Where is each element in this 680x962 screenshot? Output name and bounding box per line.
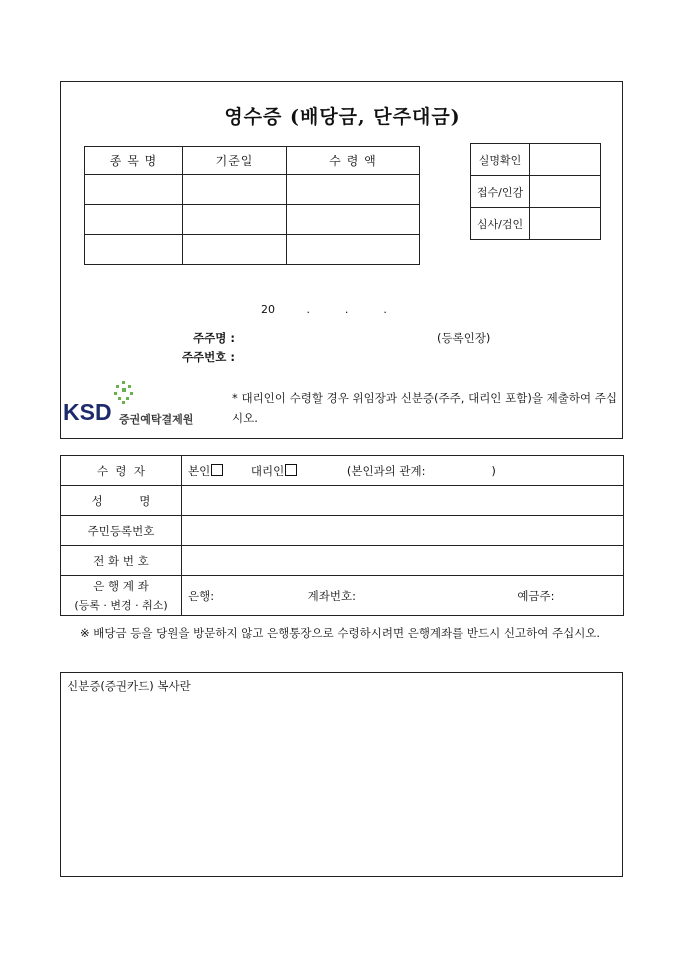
cell-amount[interactable] (287, 235, 420, 265)
verification-table (470, 143, 601, 240)
ksd-logo: KSD (63, 399, 112, 425)
account-number-field[interactable]: 계좌번호: (307, 588, 356, 603)
receiver-label: 수 령 자 (61, 456, 182, 486)
cell-stock-name[interactable] (85, 175, 183, 205)
ksd-logo-mark-icon (111, 380, 137, 406)
items-table-header-row (85, 147, 420, 175)
self-checkbox[interactable] (211, 464, 223, 476)
bank-account-label-sub: (등록 · 변경 · 취소) (74, 598, 168, 612)
receiver-row (61, 456, 624, 486)
header-record-date: 기준일 (183, 147, 287, 175)
id-copy-label: 신분증(증권카드) 복사란 (67, 679, 191, 693)
shareholder-number-label: 주주번호 : (181, 350, 235, 364)
header-stock-name: 종 목 명 (85, 147, 183, 175)
review-check-label: 심사/검인 (471, 208, 530, 240)
recipient-table (60, 455, 624, 616)
phone-label: 전 화 번 호 (61, 546, 182, 576)
name-row (61, 486, 624, 516)
cell-stock-name[interactable] (85, 235, 183, 265)
bank-account-row (61, 576, 624, 616)
receipt-seal-field[interactable] (530, 176, 601, 208)
verification-row (471, 176, 601, 208)
review-check-field[interactable] (530, 208, 601, 240)
receipt-title: 영수증 (배당금, 단주대금) (224, 106, 461, 128)
real-name-check-label: 실명확인 (471, 144, 530, 176)
real-name-check-field[interactable] (530, 144, 601, 176)
resident-number-field[interactable] (182, 516, 624, 546)
self-option-label: 본인 (188, 463, 211, 478)
resident-number-row (61, 516, 624, 546)
account-holder-field[interactable]: 예금주: (517, 588, 555, 603)
shareholder-name-label: 주주명 : (193, 331, 235, 345)
receipt-section (60, 81, 623, 439)
relation-field[interactable]: (본인과의 관계: ) (346, 463, 496, 478)
bank-account-label (61, 576, 182, 616)
agent-checkbox[interactable] (285, 464, 297, 476)
registered-seal-note: (등록인장) (437, 331, 491, 345)
cell-record-date[interactable] (183, 235, 287, 265)
cell-amount[interactable] (287, 205, 420, 235)
name-label: 성 명 (61, 486, 182, 516)
cell-record-date[interactable] (183, 175, 287, 205)
agent-option[interactable] (251, 464, 297, 478)
header-amount: 수 령 액 (287, 147, 420, 175)
name-field[interactable] (182, 486, 624, 516)
self-option[interactable] (188, 464, 223, 478)
phone-row (61, 546, 624, 576)
verification-row (471, 208, 601, 240)
verification-row (471, 144, 601, 176)
bank-account-fields (182, 576, 624, 616)
date-line[interactable]: 20 . . . (261, 303, 387, 316)
bank-account-label-main: 은 행 계 좌 (93, 578, 149, 593)
cell-stock-name[interactable] (85, 205, 183, 235)
bank-account-notice: ※ 배당금 등을 당원을 방문하지 않고 은행통장으로 수령하시려면 은행계좌를 반드시 신고하여 주십시오. (80, 626, 601, 640)
bank-name-field[interactable]: 은행: (188, 588, 215, 603)
receiver-options (182, 456, 624, 486)
receipt-seal-label: 접수/인감 (471, 176, 530, 208)
cell-record-date[interactable] (183, 205, 287, 235)
ksd-organization-name: 증권예탁결제원 (119, 413, 194, 426)
phone-field[interactable] (182, 546, 624, 576)
items-table (84, 146, 420, 265)
table-row (85, 175, 420, 205)
resident-number-label: 주민등록번호 (61, 516, 182, 546)
cell-amount[interactable] (287, 175, 420, 205)
id-copy-section[interactable] (60, 672, 623, 877)
proxy-notice: * 대리인이 수령할 경우 위임장과 신분증(주주, 대리인 포함)을 제출하여 주십시오. (232, 391, 617, 425)
table-row (85, 205, 420, 235)
agent-option-label: 대리인 (250, 463, 285, 478)
table-row (85, 235, 420, 265)
